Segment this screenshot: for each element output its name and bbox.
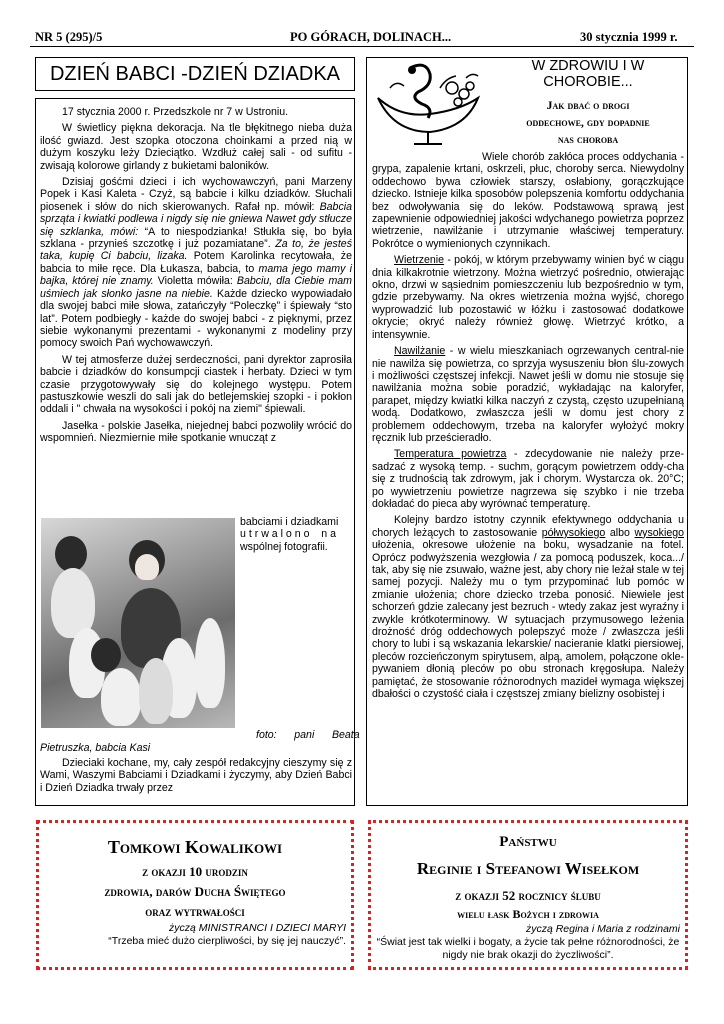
- left-article-closing: [40, 757, 352, 798]
- right-article-title: W ZDROWIU I W CHOROBIE...: [531, 58, 645, 90]
- photo-grandparents-children: [41, 518, 235, 728]
- greeting-right-quote: “Świat jest tak wielki i bogaty, a życie tak pełne różnorodności, że nigdy nie brak okazji do życzliwości”.: [376, 936, 680, 961]
- photo-credit: foto: pani Beata: [256, 729, 360, 741]
- photo-side-text: babciami i dziadkami u t r w a l o n o n a wspólnej fotografii.: [240, 516, 339, 553]
- greeting-right-names: Reginie i Stefanowi Wisełkom: [416, 859, 640, 878]
- term-wietrzenie: Wietrzenie: [394, 254, 445, 267]
- header-rule: [30, 46, 694, 47]
- issue-date: 30 stycznia 1999 r.: [580, 30, 678, 44]
- paragraph: 17 stycznia 2000 r. Przedszkole nr 7 w Ustroniu.: [62, 106, 289, 118]
- greeting-right-signature: życzą Regina i Maria z rodzinami: [525, 923, 680, 935]
- greeting-left-name: Tomkowi Kowalikowi: [107, 837, 283, 857]
- greeting-left-quote: “Trzeba mieć dużo cierpliwości, by się jej nauczyć”.: [108, 935, 346, 947]
- paragraph: Temperatura powietrza - zdecydowanie nie należy prze-sadzać z wysoką temp. - suchm, gorącym powietrzem oddy-cha się z trudnością tak zdrowym, jak i chorym. Wystarcza ok. 20°C; po wywietrzeniu powietrze nagrzewa się szybko i nie trzeba dokładać do pieca aby wyrównać temperaturę.: [372, 448, 684, 510]
- left-article-title-box: [35, 57, 355, 91]
- paragraph: W świetlicy piękna dekoracja. Na tle błękitnego nieba duża ilość gwiazd. Jest szopka otoczona choinkami a przed nią w dużym koszyku leży Dzieciątko. Wzdłuż całej sali - od sufitu - zwisają kolorowe girlandy z bukietami baloników.: [40, 122, 352, 172]
- paragraph: Jasełka - polskie Jasełka, niejednej babci pozwoliły wrócić do wspomnień. Niezmiernie miłe spotkanie wnucząt z: [40, 419, 352, 445]
- snake-staff-medical-icon: [370, 58, 488, 148]
- issue-number: NR 5 (295)/5: [35, 30, 103, 44]
- paragraph: Dzieciaki kochane, my, cały zespół redakcyjny cieszymy się z Wami, Waszymi Babciami i Dziadkami i życzymy, aby Dzień Babci i Dzień Dziadka trwały przez: [40, 757, 352, 794]
- term-temperatura: Temperatura powietrza: [394, 448, 507, 461]
- left-article-body: [40, 106, 352, 445]
- greeting-left-content: Tomkowi Kowalikowi z okazji 10 urodzin zdrowia, darów Ducha Świętego oraz wytrwałości życzą MINISTRANCI I DZIECI MARYI “Trzeba mieć dużo cierpliwości, by się jej nauczyć”.: [44, 836, 346, 948]
- greeting-left-signature: życzą MINISTRANCI I DZIECI MARYI: [169, 922, 346, 934]
- greeting-right-content: Państwu Reginie i Stefanowi Wisełkom z okazji 52 rocznicy ślubu wielu łask Bożych i zdrowia życzą Regina i Maria z rodzinami “Świat jest tak wielki i bogaty, a życie tak pełne różnorodności, że nigdy nie brak okazji do życzliwości”.: [376, 834, 680, 961]
- right-article-subtitle: Jak dbać o drogi oddechowe, gdy dopadnie nas choroba: [526, 98, 650, 146]
- paragraph: Wietrzenie - pokój, w którym przebywamy winien być w ciągu dnia kilkakrotnie wietrzony. Można wietrzyć pośrednio, otwierając okno, drzwi w sąsiednim pomieszczeniu lub bezpośrednio w tym, gdzie przebywamy. Na okres wietrzenia można wyjść, chorego wyprowadzić lub pozostawić w łóżku i zastosować dodatkowe okrycie; okryć należy również głowę. Wietrzyć krótko, a intensywnie.: [372, 254, 684, 341]
- paragraph: W tej atmosferze dużej serdeczności, pani dyrektor zaprosiła babcie i dziadków do konsumpcji ciastek i herbaty. Dzieci w tym czasie przygotowywały się do kolejnego występu. Potem pastuszkowie weszli do sali jak do betlejemskiej szopki - i pokłon oddali i " chwała na wysokości i pokój na ziemi" śpiewali.: [40, 353, 352, 416]
- paragraph: Kolejny bardzo istotny czynnik efektywnego oddychania u chorych leżących to zastosowanie półwysokiego albo wysokiego ułożenia, okresowe ułożenie na boku, wysadzanie na fotel. Oprócz podwyższenia wezgłowia / za pomocą poduszek, koca.../ tak, aby się nie zsuwało, ważne jest, aby chory nie leżał stale w tej samej pozycji. Należy mu o tym przypominać lub pomóc w zmianie ułożenia; chore dziecko trzeba ponosić. Niewiele jest schorzeń gdzie zalecany jest bezruch - wtedy zakaz jest wyraźny i zwykle krótkoterminowy. W sytuacjach przymusowego leżenia drożność dróg oddechowych polepszyć może / zwłaszcza jeśli chory to lubi i są wskazania lekarskie/ nacieranie klatki piersiowej, pleców rozcieńczonym spirytusem, alpą, amolem, połączone okle-pywaniem dłonią pleców po obu stronach kręgosłupa. Należy pamiętać, że stosowanie różnorodnych mazideł wymaga większej dbałości o czystość ciała i częstszej zmiany bielizny osobistej i: [372, 514, 684, 701]
- term-nawilzanie: Nawilżanie: [394, 345, 446, 358]
- left-article-title: DZIEŃ BABCI -DZIEŃ DZIADKA: [49, 62, 341, 85]
- paragraph: Nawilżanie - w wielu mieszkaniach ogrzewanych central-nie nie nawilża się powietrza, co sprzyja wysuszeniu błon ślu-zowych i możliwości częstszej infekcji. Nawet jeśli w domu nie stosuje się nawilżania można sobie poradzić, wykładając na kaloryfer, parapet, między kwiatki kilka naczyń z czystą, często uzupełnianą wodą. Dodatkowo, zwłaszcza jeśli w domu jest chory z problemem oddechowym, trzeba na kaloryfer wyłożyć mokry ręcznik lub prześcieradło.: [372, 345, 684, 444]
- paragraph: Dzisiaj gośćmi dzieci i ich wychowawczyń, pani Marzeny Popek i Kasi Kaleta - Czyż, są babcie i kilku dziadków. Słuchali piosenek i słów do nich skierowanych. Rafał np. mówił: Babcia sprząta i kwiatki podlewa i nigdy się nie gniewa Nawet gdy stłucze się szklanka, mówi: “A to niespodzianka! Stłukła się, bo była szklana - przynieś szczotkę i już pozamiatane”. Za to, że jesteś taka, kupię Ci babciu, lizaka. Potem Karolinka recytowała, że babcia to miłe ręce. Dla Łukasza, babcia, to mama jego mamy i bajka, której nie znamy. Violetta mówiła: Babciu, dla Ciebie mam uśmiech jak słonko jasne na niebie. Każde dziecko wypowiadało dla swojej babci miłe słowa, zatańczyły “Poleczkę” i śpiewały “sto lat”. Potem podbiegły - każde do swojej babci - z pięknymi, przez siebie wykonanymi prezentami - wykonanymi z modeliny przy pomocy swoich Pań wychowawczyń.: [40, 176, 352, 350]
- photo-credit-names: Pietruszka, babcia Kasi: [40, 742, 151, 754]
- right-article-body: [372, 151, 684, 704]
- newspaper-title: PO GÓRACH, DOLINACH...: [290, 30, 452, 44]
- paragraph: Wiele chorób zakłóca proces oddychania - grypa, zapalenie krtani, oskrzeli, płuc, choroby serca. Niewydolny oddechowo bywa człowiek starszy, osłabiony, gorączkujące dziecko. Istnieje kilka sposobów polepszenia komfortu oddychania bez odwoływania się do leków. Podstawową sprawą jest zapewnienie odpowiedniej jakości wdychanego powietrza poprzez wietrzenie, nawilżanie i utrzymanie właściwej temperatury. Pokrótce o wymienionych czynnikach.: [372, 151, 684, 250]
